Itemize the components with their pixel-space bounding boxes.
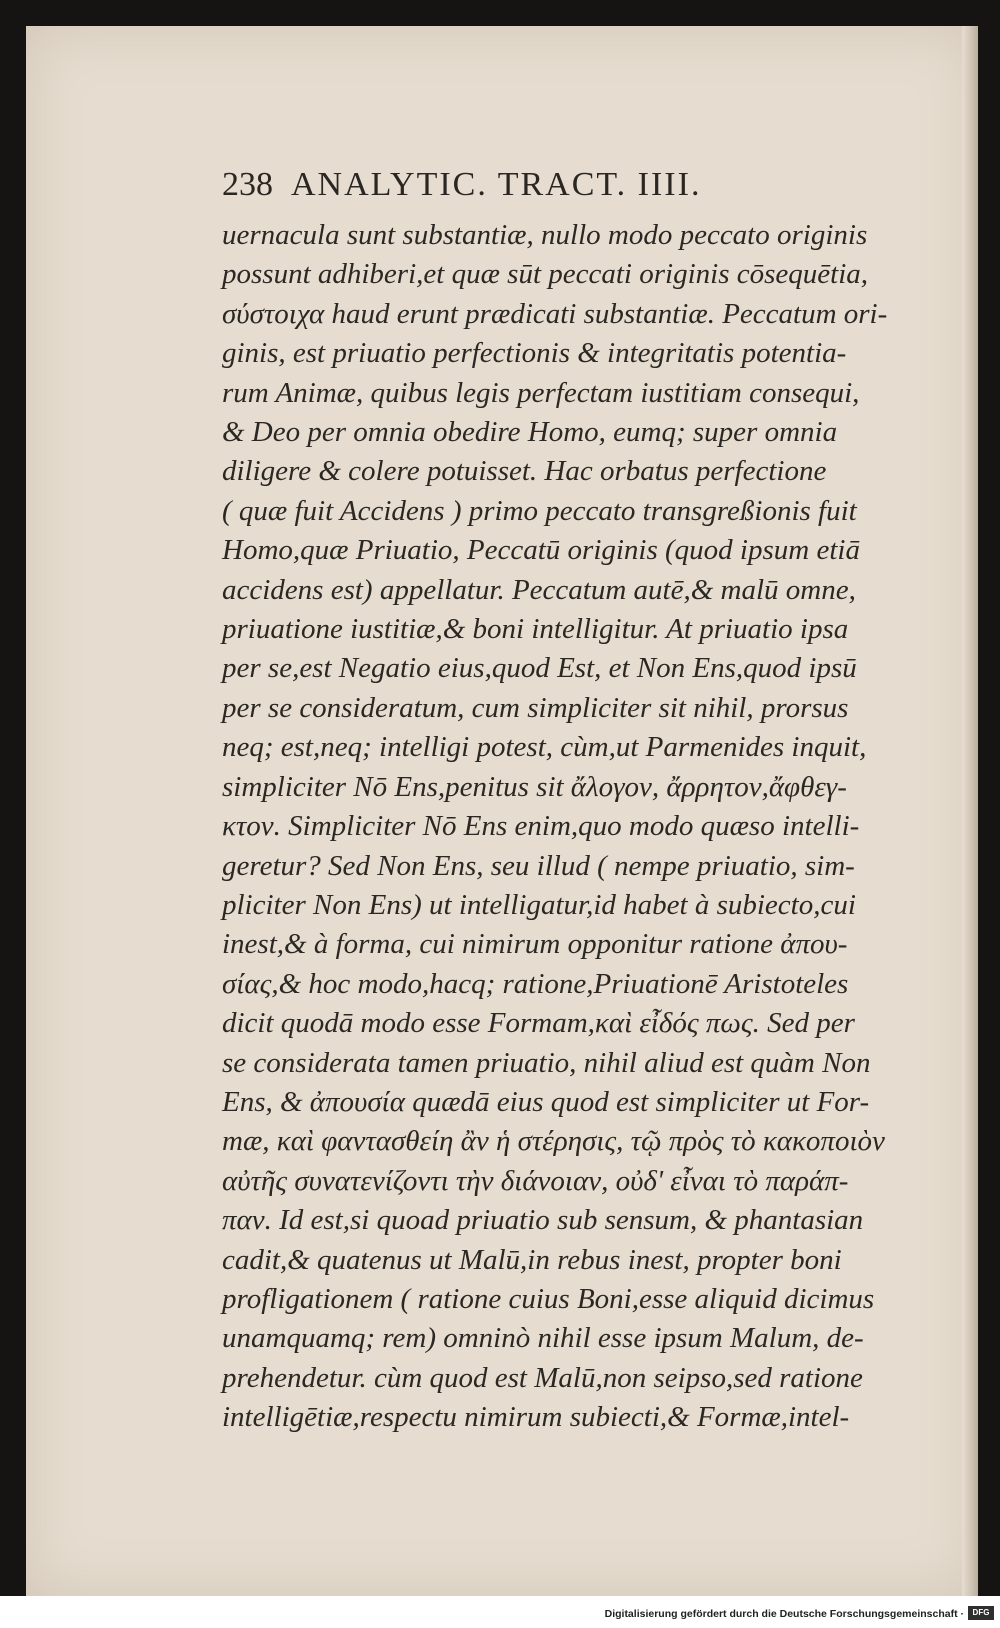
digitization-credit: Digitalisierung gefördert durch die Deutsche Forschungsgemeinschaft ·	[604, 1608, 964, 1620]
text-line: cadit,& quatenus ut Malū,in rebus inest, propter boni	[222, 1243, 842, 1276]
text-line: priuatione iustitiæ,& boni intelligitur. At priuatio ipsa	[222, 613, 849, 646]
text-line: Homo,quæ Priuatio, Peccatū originis (quod ipsum etiā	[222, 534, 860, 567]
page-number: 238	[222, 166, 273, 203]
text-line: ( quæ fuit Accidens ) primo peccato transgreßionis fuit	[222, 494, 857, 527]
footer-bar	[0, 1596, 1000, 1628]
text-line: σίας,& hoc modo,hacq; ratione,Priuationē Aristoteles	[222, 967, 849, 1000]
text-line: dicit quodā modo esse Formam,καὶ εἶδός πως. Sed per	[222, 1007, 855, 1040]
book-page	[26, 26, 978, 1596]
text-line: Ens, & ἀπουσία quædā eius quod est simpliciter ut For-	[222, 1085, 870, 1118]
text-line: per se,est Negatio eius,quod Est, et Non Ens,quod ipsū	[222, 652, 857, 685]
text-line: se considerata tamen priuatio, nihil aliud est quàm Non	[222, 1046, 871, 1079]
text-line: accidens est) appellatur. Peccatum autē,& malū omne,	[222, 573, 856, 606]
text-line: ginis, est priuatio perfectionis & integritatis potentia-	[222, 337, 847, 370]
page-edge-shadow	[962, 26, 978, 1596]
running-title: ANALYTIC. TRACT. IIII.	[291, 166, 702, 203]
text-line: pliciter Non Ens) ut intelligatur,id habet à subiecto,cui	[222, 888, 856, 921]
text-line: neq; est,neq; intelligi potest, cùm,ut Parmenides inquit,	[222, 731, 867, 764]
text-line: intelligētiæ,respectu nimirum subiecti,& Formæ,intel-	[222, 1401, 850, 1434]
text-line: mæ, καὶ φαντασθείη ἂν ἡ στέρησις, τῷ πρὸς τὸ κακοποιὸν	[222, 1125, 885, 1158]
text-line: unamquamq; rem) omninò nihil esse ipsum Malum, de-	[222, 1322, 864, 1355]
text-line: & Deo per omnia obedire Homo, eumq; super omnia	[222, 416, 838, 449]
dfg-logo: DFG	[968, 1606, 994, 1620]
text-line: diligere & colere potuisset. Hac orbatus perfectione	[222, 455, 827, 488]
text-line: per se consideratum, cum simpliciter sit nihil, prorsus	[222, 691, 849, 724]
text-line: profligationem ( ratione cuius Boni,esse aliquid dicimus	[222, 1282, 875, 1315]
page-header	[222, 166, 701, 204]
text-line: simpliciter Nō Ens,penitus sit ἄλογον, ἄρρητον,ἄφθεγ-	[222, 770, 847, 803]
text-line: geretur? Sed Non Ens, seu illud ( nempe priuatio, sim-	[222, 849, 855, 882]
text-line: σύστοιχα haud erunt prædicati substantiæ. Peccatum ori-	[222, 297, 888, 330]
text-line: inest,& à forma, cui nimirum opponitur ratione ἀπου-	[222, 928, 848, 961]
body-text	[222, 216, 942, 1438]
text-line: uernacula sunt substantiæ, nullo modo peccato originis	[222, 219, 868, 251]
text-line: κτον. Simpliciter Nō Ens enim,quo modo quæso intelli-	[222, 810, 860, 843]
text-line: παν. Id est,si quoad priuatio sub sensum, & phantasian	[222, 1204, 864, 1237]
text-line: possunt adhiberi,et quæ sūt peccati originis cōsequētia,	[222, 258, 869, 291]
text-line: rum Animæ, quibus legis perfectam iustitiam consequi,	[222, 376, 860, 409]
text-line: prehendetur. cùm quod est Malū,non seipso,sed ratione	[222, 1361, 863, 1394]
text-line: αὐτῆς συνατενίζοντι τὴν διάνοιαν, οὐδ' εἶναι τὸ παράπ-	[222, 1164, 849, 1197]
